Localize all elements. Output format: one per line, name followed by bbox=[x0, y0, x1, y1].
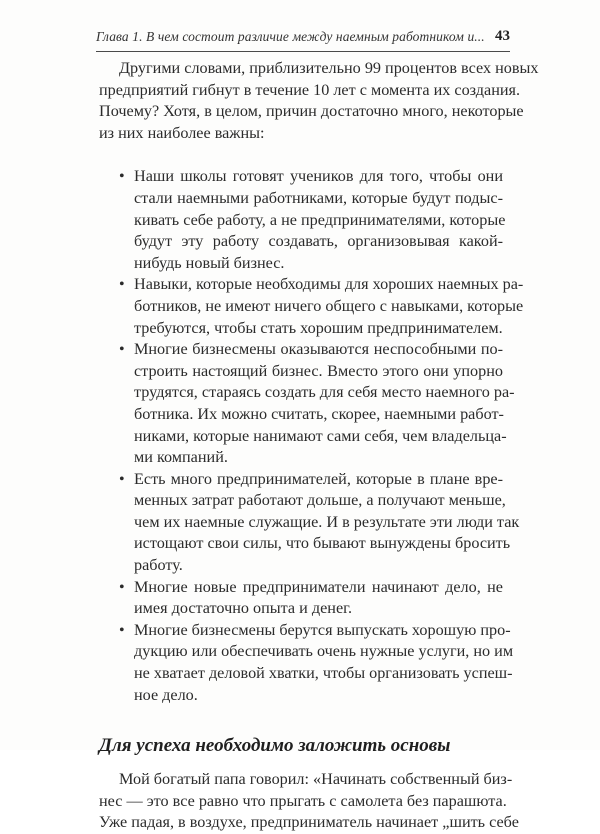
text-line: Многие бизнесмены берутся выпускать хорошую про- bbox=[134, 620, 511, 639]
text-line: Наши школы готовят учеников для того, чтобы они bbox=[134, 167, 503, 186]
section-paragraph bbox=[99, 769, 519, 834]
text-line: строить настоящий бизнес. Вместо этого они упорно bbox=[134, 361, 503, 380]
text-line: имея достаточно опыта и денег. bbox=[134, 599, 352, 618]
text-line: ми компаний. bbox=[134, 448, 228, 467]
text-line: кивать себе работу, а не предпринимателями, которые bbox=[134, 210, 506, 229]
text-line: требуются, чтобы стать хорошим предпринимателем. bbox=[134, 318, 503, 337]
bullet-icon: • bbox=[119, 621, 125, 639]
text-line: менных затрат работают дольше, а получают меньше, bbox=[134, 491, 506, 510]
list-item bbox=[99, 274, 524, 339]
text-line: стали наемными работниками, которые будут подыс- bbox=[134, 188, 503, 207]
bullet-icon: • bbox=[119, 578, 125, 596]
text-line: Мой богатый папа говорил: «Начинать собственный биз- bbox=[119, 770, 513, 789]
chapter-title: Глава 1. В чем состоит различие между наемным работником и... bbox=[96, 29, 485, 44]
intro-paragraph bbox=[99, 58, 539, 144]
text-line: Есть много предпринимателей, которые в плане вре- bbox=[134, 469, 503, 488]
text-line: ботников, не имеют ничего общего с навыками, которые bbox=[134, 296, 524, 315]
text-line: дукцию или обеспечивать очень нужные услуги, но им bbox=[134, 642, 514, 661]
text-line: Уже падая, в воздухе, предприниматель начинает „шить себе bbox=[99, 813, 519, 832]
text-line: Другими словами, приблизительно 99 процентов всех новых bbox=[119, 59, 539, 77]
page-body bbox=[99, 58, 539, 834]
bullet-icon: • bbox=[119, 276, 125, 294]
bullet-icon: • bbox=[119, 168, 125, 186]
text-line: трудятся, стараясь создать для себя место наемного ра- bbox=[134, 383, 515, 402]
text-line: Многие новые предприниматели начинают дело, не bbox=[134, 577, 503, 596]
list-item bbox=[99, 339, 515, 469]
list-item bbox=[99, 469, 520, 577]
text-line: ботника. Их можно считать, скорее, наемными работ- bbox=[134, 404, 504, 423]
text-line: будут эту работу создавать, организовывая какой- bbox=[134, 232, 503, 251]
text-line: предприятий гибнут в течение 10 лет с момента их создания. bbox=[99, 80, 521, 99]
text-line: нес — это все равно что прыгать с самолета без парашюта. bbox=[99, 791, 507, 810]
text-line: чем их наемные служащие. И в результате эти люди так bbox=[134, 512, 520, 531]
text-line: нибудь новый бизнес. bbox=[134, 253, 285, 272]
bullet-icon: • bbox=[119, 341, 125, 359]
list-item bbox=[99, 577, 503, 620]
running-header bbox=[96, 29, 510, 52]
list-item bbox=[99, 166, 506, 274]
list-item bbox=[99, 620, 514, 706]
bullet-icon: • bbox=[119, 470, 125, 488]
text-line: истощают свои силы, что бывают вынуждены бросить bbox=[134, 534, 511, 553]
text-line: не хватает деловой хватки, чтобы организовать успеш- bbox=[134, 664, 513, 683]
text-line: работу. bbox=[134, 556, 183, 575]
section-heading: Для успеха необходимо заложить основы bbox=[99, 735, 451, 757]
page-number: 43 bbox=[495, 28, 510, 44]
text-line: Почему? Хотя, в целом, причин достаточно много, некоторые bbox=[99, 102, 524, 121]
reasons-list bbox=[99, 166, 524, 706]
text-line: Многие бизнесмены оказываются неспособными по- bbox=[134, 340, 503, 359]
text-line: ное дело. bbox=[134, 685, 198, 704]
text-line: Навыки, которые необходимы для хороших наемных ра- bbox=[134, 275, 524, 294]
text-line: никами, которые нанимают сами себя, чем владельца- bbox=[134, 426, 507, 445]
text-line: из них наиболее важны: bbox=[99, 123, 265, 142]
